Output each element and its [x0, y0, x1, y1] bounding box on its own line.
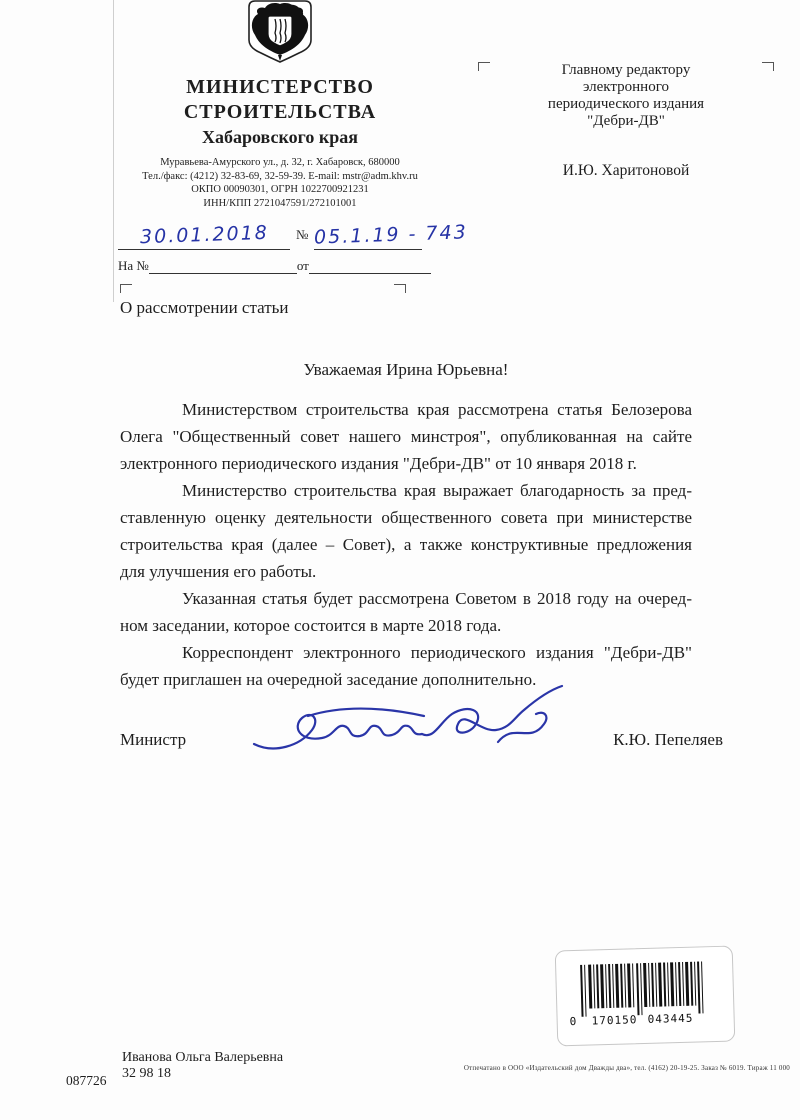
executor-phone: 32 98 18 — [122, 1066, 171, 1081]
scan-fold-line — [113, 0, 114, 302]
org-contact-line: Тел./факс: (4212) 32-83-69, 32-59-39. E-mail: mstr@adm.khv.ru — [142, 170, 418, 182]
number-field — [314, 221, 469, 250]
form-number: 087726 — [66, 1073, 107, 1088]
org-name-line2: СТРОИТЕЛЬСТВА — [183, 101, 377, 123]
org-inn-kpp-line: ИНН/КПП 2721047591/272101001 — [203, 197, 357, 209]
handwritten-signature — [248, 680, 568, 775]
coat-of-arms-icon — [247, 0, 313, 66]
recipient-block — [484, 62, 768, 179]
recipient-title-line: периодического издания — [547, 96, 705, 112]
handwritten-number: 05.1.19 - 743 — [314, 221, 469, 249]
reference-row-date-number — [118, 220, 469, 250]
body-line: Корреспондент электронного периодического издания "Дебри-ДВ" — [182, 643, 692, 662]
corner-mark-subject-right — [394, 284, 406, 293]
reply-from-label: от — [296, 258, 309, 273]
recipient-title-line: электронного — [583, 79, 669, 95]
body-line: ном заседании, которое состоится в марте 2018 года. — [120, 616, 502, 635]
signer-position: Министр — [120, 730, 187, 749]
letter-body — [120, 396, 692, 693]
body-line: Министерство строительства края выражает благодарность за пред- — [182, 481, 692, 500]
body-line: ставленную оценку деятельности общественного совета при министерстве — [120, 508, 692, 527]
body-line: строительства края (далее – Совет), а также конструктивные предложения — [120, 535, 692, 554]
reply-to-label: На № — [118, 258, 149, 273]
print-house-info: Отпечатано в ООО «Издательский дом Дважды два», тел. (4162) 20-19-25. Заказ № 6019. Тираж 11 000 — [463, 1064, 790, 1072]
org-address-block — [118, 156, 442, 210]
org-name-line1: МИНИСТЕРСТВО — [186, 76, 374, 98]
reply-date-field — [309, 258, 431, 274]
date-field — [118, 223, 290, 250]
signer-name: К.Ю. Пепеляев — [613, 730, 723, 749]
barcode-icon — [566, 961, 724, 1031]
recipient-name: И.Ю. Харитоновой — [562, 162, 690, 179]
body-line: для улучшения его работы. — [120, 562, 317, 581]
salutation: Уважаемая Ирина Юрьевна! — [303, 360, 509, 379]
recipient-title-line: Главному редактору — [561, 62, 691, 78]
reference-row-reply — [118, 258, 438, 274]
body-line: электронного периодического издания "Дебри-ДВ" от 10 января 2018 г. — [120, 454, 637, 473]
barcode-sticker — [555, 946, 736, 1047]
body-line: Олега "Общественный совет нашего минстроя", опубликованная на сайте — [120, 427, 692, 446]
handwritten-date: 30.01.2018 — [139, 221, 269, 249]
reply-number-field — [149, 258, 297, 274]
number-sign-label: № — [296, 227, 309, 242]
recipient-title-line: "Дебри-ДВ" — [587, 113, 665, 129]
corner-mark-subject-left — [120, 284, 132, 293]
barcode-lead-digit: 0 — [569, 1014, 577, 1029]
barcode-digits-group1: 170150 — [591, 1013, 638, 1028]
org-address-line: Муравьева-Амурского ул., д. 32, г. Хабаровск, 680000 — [160, 157, 400, 168]
letterhead — [118, 0, 442, 210]
body-line: будет приглашен на очередной заседание дополнительно. — [120, 670, 537, 689]
executor-name: Иванова Ольга Валерьевна — [122, 1050, 284, 1065]
body-line: Министерством строительства края рассмотрена статья Белозерова — [182, 400, 692, 419]
body-line: Указанная статья будет рассмотрена Советом в 2018 году на очеред- — [182, 589, 692, 608]
subject-line: О рассмотрении статьи — [120, 298, 289, 317]
org-okpo-ogrn-line: ОКПО 00090301, ОГРН 1022700921231 — [191, 184, 369, 195]
org-name-line3: Хабаровского края — [202, 127, 358, 147]
barcode-digits-group2: 043445 — [647, 1011, 694, 1026]
